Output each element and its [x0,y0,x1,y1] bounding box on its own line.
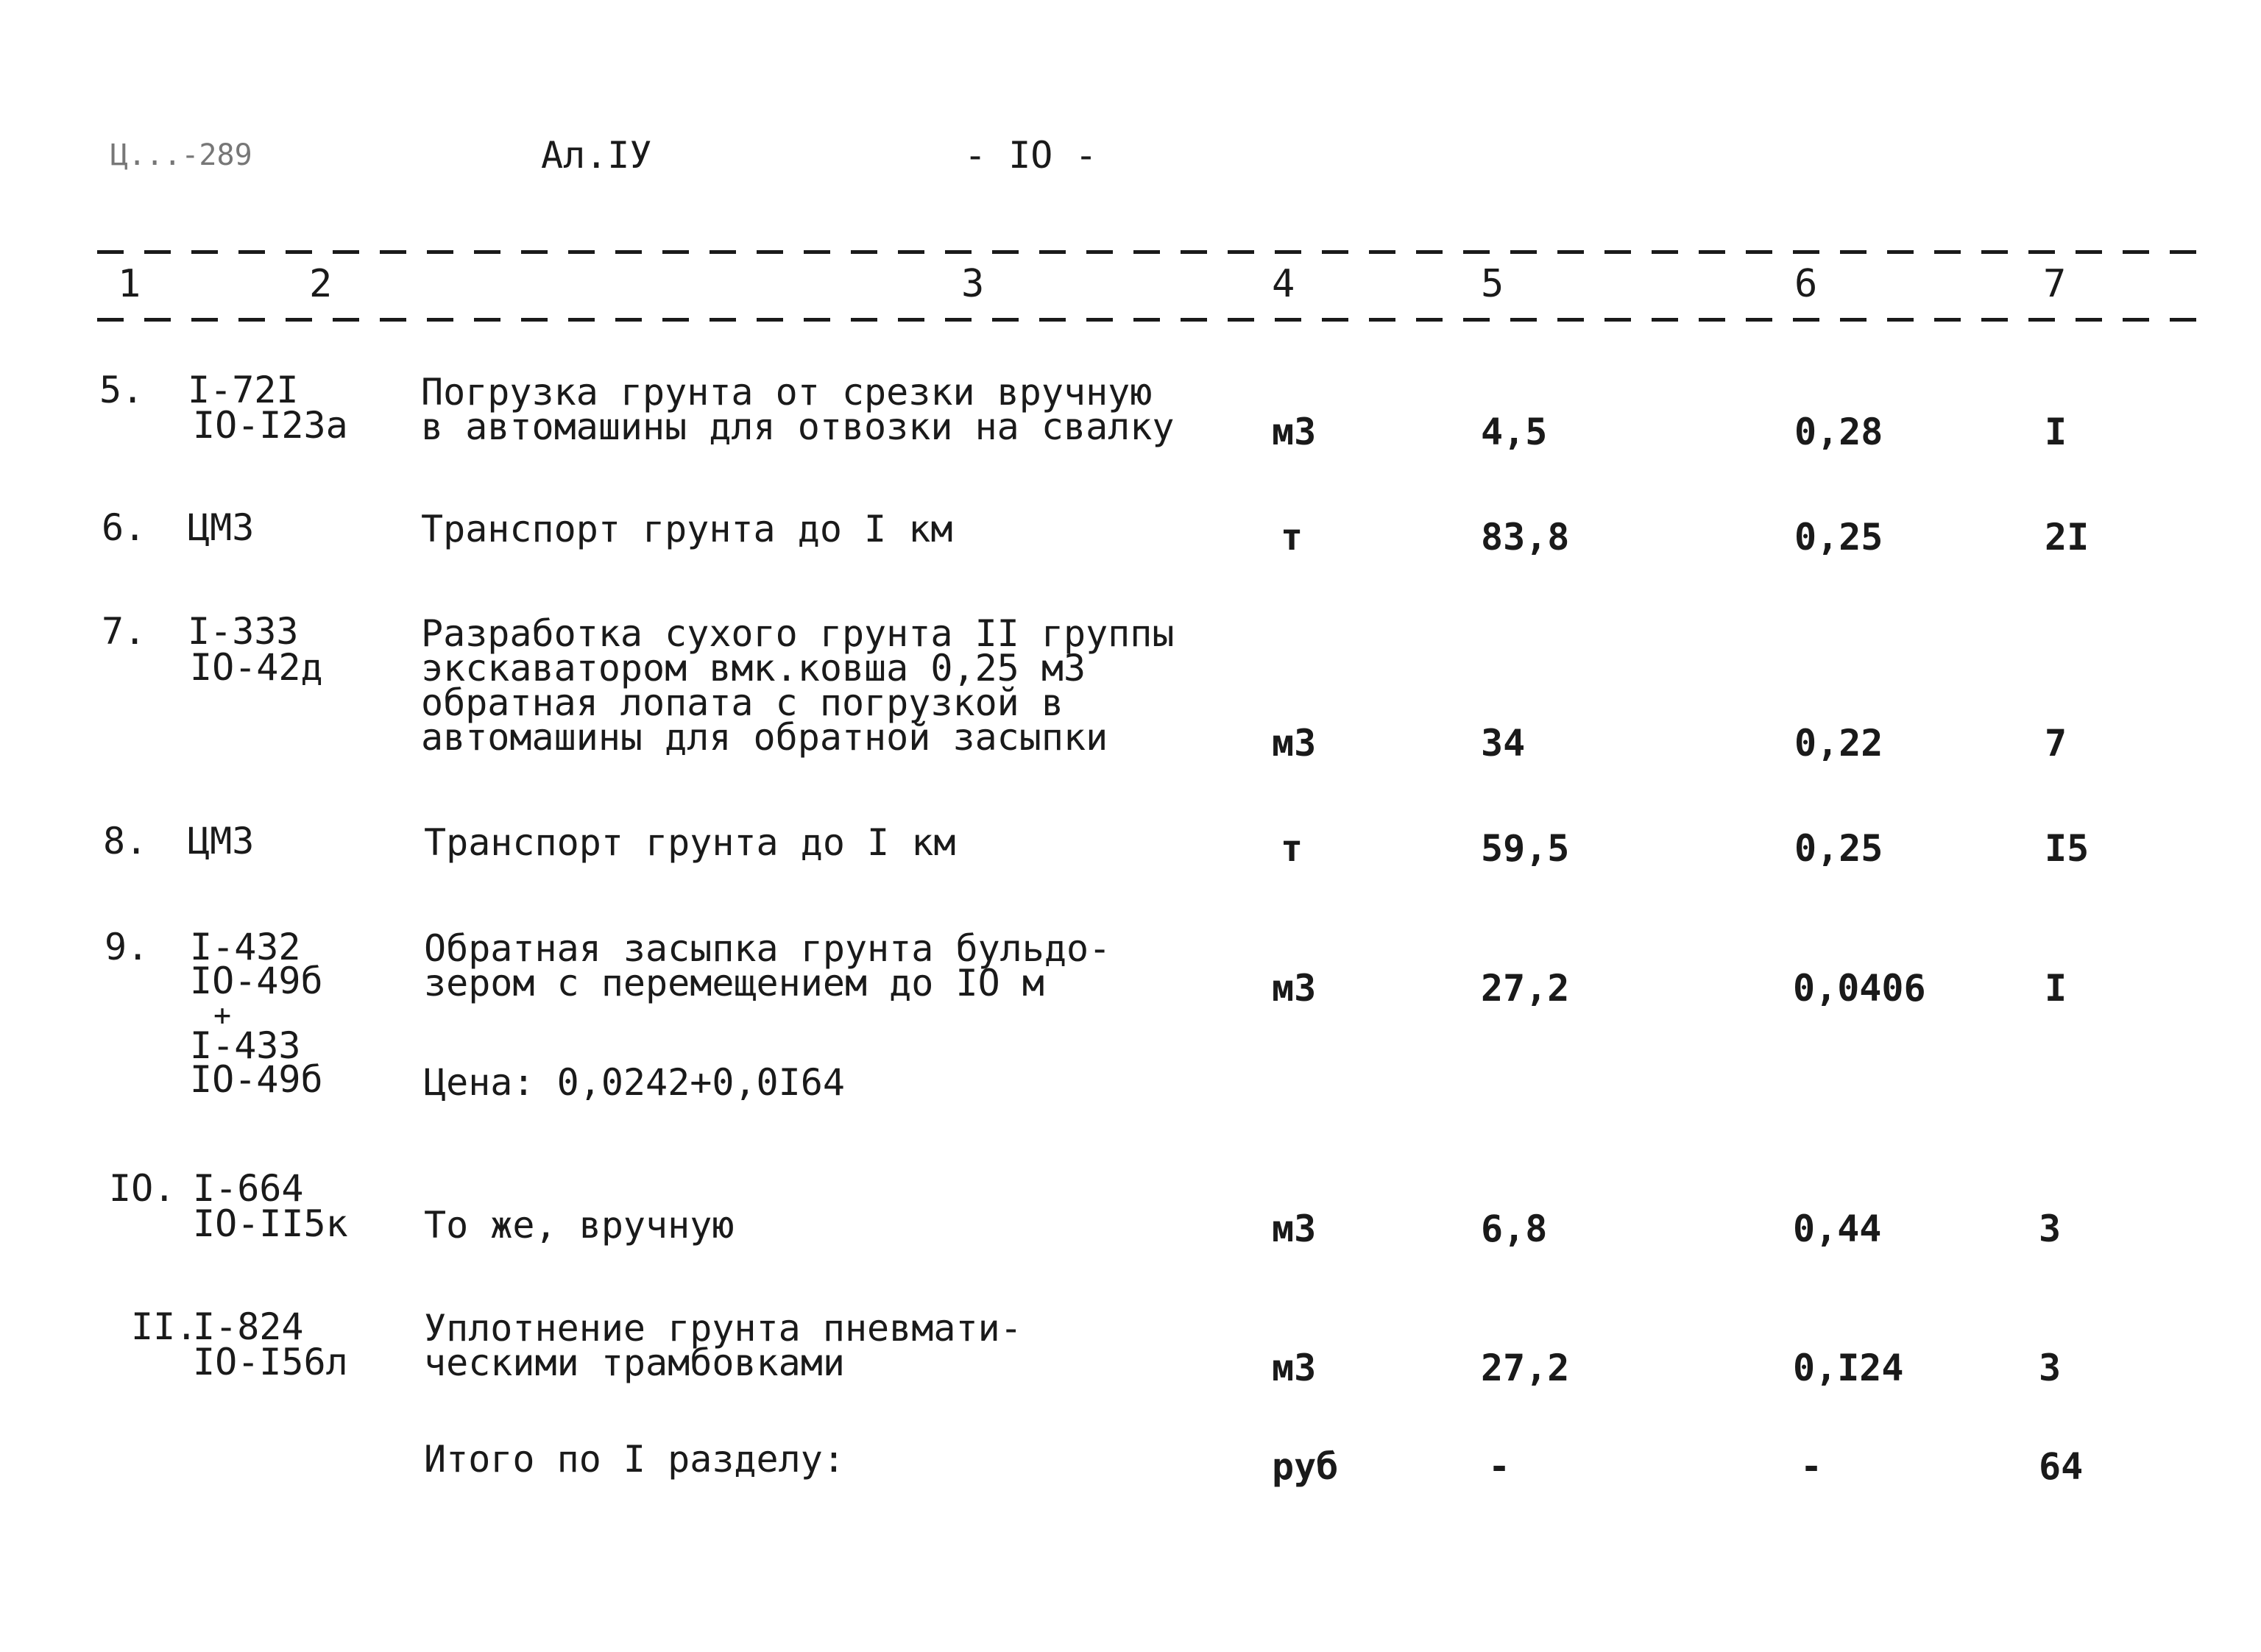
row-ref: I-72I [188,369,299,411]
row-cost: I [2045,967,2067,1010]
col-num-6: 6 [1794,262,1818,306]
album-label: Ал.IУ [541,134,652,177]
row-number: 5. [99,369,144,411]
row-ref: IO-II5к [193,1202,348,1245]
total-quantity: - [1488,1445,1511,1488]
row-price: 0,22 [1794,722,1883,765]
row-description-line: Транспорт грунта до I км [424,821,956,864]
row-cost: I5 [2045,827,2090,870]
row-unit: м3 [1272,1208,1317,1250]
row-ref: I-333 [188,610,299,653]
row-unit: м3 [1272,967,1317,1010]
row-quantity: 6,8 [1481,1208,1548,1250]
row-cost: 2I [2045,516,2090,559]
row-cost: 3 [2039,1208,2062,1250]
row-ref: IO-I56л [193,1341,348,1383]
row-ref-plus: + [213,999,232,1032]
col-num-5: 5 [1481,262,1504,306]
row-price: 0,28 [1794,411,1883,453]
row-ref: IO-42д [190,646,323,689]
row-ref: I-432 [190,926,301,968]
row-price: 0,0406 [1793,967,1926,1010]
row-ref: ЦМ3 [188,506,255,549]
col-num-4: 4 [1272,262,1295,306]
total-price: - [1800,1445,1823,1488]
row-quantity: 27,2 [1481,1347,1570,1389]
col-num-2: 2 [309,262,333,306]
row-number: 6. [102,506,146,549]
row-ref: I-433 [190,1024,301,1067]
row-quantity: 4,5 [1481,411,1548,453]
row-description-line: Уплотнение грунта пневмати- [424,1307,1022,1350]
row-cost: 7 [2045,722,2067,765]
row-quantity: 34 [1481,722,1526,765]
row-description-line: Разработка сухого грунта II группы [421,612,1175,655]
row-description-line: зером с перемещением до IO м [424,962,1044,1004]
row-ref: I-664 [193,1167,304,1210]
row-quantity: 59,5 [1481,827,1570,870]
row-quantity: 27,2 [1481,967,1570,1010]
row-unit: м3 [1272,411,1317,453]
col-num-7: 7 [2043,262,2067,306]
row-price: 0,25 [1794,516,1883,559]
total-label: Итого по I разделу: [424,1438,845,1481]
row-description-line: Обратная засыпка грунта бульдо- [424,927,1111,970]
row-ref: IO-I23а [193,404,348,447]
row-number: II. [131,1305,198,1348]
total-unit: руб [1272,1445,1339,1488]
row-description-line: То же, вручную [424,1204,735,1247]
col-num-1: 1 [118,262,141,306]
row-number: 9. [105,926,149,968]
row-description-line: обратная лопата с погрузкой в [421,681,1064,724]
col-num-3: 3 [961,262,985,306]
row-price: 0,44 [1793,1208,1882,1250]
row-number: 8. [103,820,148,862]
row-ref: ЦМ3 [188,820,255,862]
document-code: Ц...-289 [110,138,252,172]
row-description-line: Транспорт грунта до I км [421,508,953,550]
row-unit: т [1281,827,1303,870]
row-number: IO. [109,1167,176,1210]
row-price: 0,I24 [1793,1347,1904,1389]
row-ref: I-824 [193,1305,304,1348]
row-description-line: экскаватором вмк.ковша 0,25 м3 [421,647,1086,689]
row-number: 7. [102,610,146,653]
row-unit: т [1281,516,1303,559]
row-description-line: ческими трамбовками [424,1341,845,1384]
row-ref: IO-49б [190,1058,323,1101]
row-description-line: в автомашины для отвозки на свалку [421,405,1175,448]
row-price-note: Цена: 0,0242+0,0I64 [424,1061,845,1104]
row-price: 0,25 [1794,827,1883,870]
row-cost: 3 [2039,1347,2062,1389]
row-ref: IO-49б [190,960,323,1002]
total-cost: 64 [2039,1445,2084,1488]
row-description-line: автомашины для обратной засыпки [421,716,1108,759]
page-number: - IO - [964,134,1097,177]
row-unit: м3 [1272,1347,1317,1389]
row-unit: м3 [1272,722,1317,765]
row-description-line: Погрузка грунта от срезки вручную [421,371,1153,414]
row-cost: I [2045,411,2067,453]
row-quantity: 83,8 [1481,516,1570,559]
header-bottom-rule [97,318,2217,322]
header-top-rule [97,250,2217,254]
